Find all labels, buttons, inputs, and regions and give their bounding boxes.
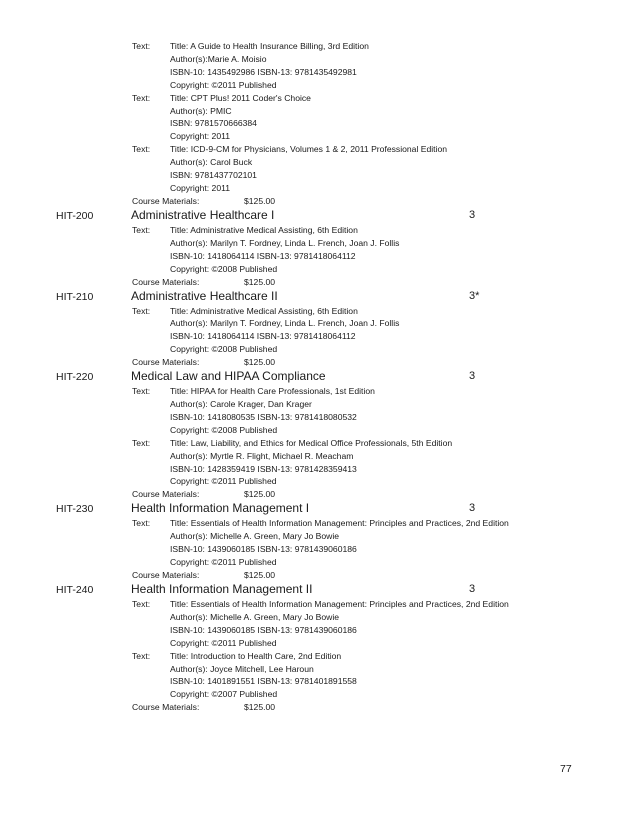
book-detail-line: ISBN-10: 1418080535 ISBN-13: 9781418080532 bbox=[170, 411, 357, 422]
course-materials-label: Course Materials: bbox=[132, 570, 200, 580]
text-label: Text: bbox=[132, 386, 151, 397]
course-credits: 3 bbox=[469, 370, 476, 383]
book-title: Title: Administrative Medical Assisting, 6th Edition bbox=[170, 305, 358, 316]
course-code: HIT-210 bbox=[56, 290, 94, 303]
textbook-entry bbox=[0, 40, 638, 92]
book-detail-line: Copyright: ©2011 Published bbox=[170, 557, 277, 568]
textbook-entry bbox=[0, 224, 638, 276]
page-number: 77 bbox=[560, 763, 572, 775]
text-label: Text: bbox=[132, 41, 151, 51]
text-label: Text: bbox=[132, 650, 151, 661]
course-materials bbox=[0, 488, 638, 501]
course-materials-label: Course Materials: bbox=[132, 195, 200, 206]
textbook-entry bbox=[0, 143, 638, 195]
course-section bbox=[0, 582, 638, 714]
book-detail-line: Copyright: ©2008 Published bbox=[170, 424, 278, 435]
book-details bbox=[170, 517, 638, 569]
text-label: Text: bbox=[132, 437, 151, 448]
book-detail-line: ISBN-10: 1435492986 ISBN-13: 9781435492981 bbox=[170, 66, 357, 77]
course-code: HIT-240 bbox=[56, 584, 94, 596]
course-materials-label: Course Materials: bbox=[132, 489, 200, 500]
book-details bbox=[170, 385, 638, 437]
course-credits: 3 bbox=[469, 208, 476, 221]
course-section bbox=[0, 369, 638, 501]
course-materials-amount: $125.00 bbox=[244, 276, 276, 287]
book-detail-line: Copyright: ©2011 Published bbox=[170, 79, 277, 90]
course-materials-amount: $125.00 bbox=[244, 357, 276, 368]
course-materials bbox=[0, 356, 638, 369]
book-title: Title: Essentials of Health Information Management: Principles and Practices, 2nd Edition bbox=[170, 518, 509, 529]
book-title: Title: Administrative Medical Assisting, 6th Edition bbox=[170, 224, 358, 235]
course-header bbox=[0, 582, 638, 598]
textbook-entry bbox=[0, 517, 638, 569]
book-detail-line: Author(s): Michelle A. Green, Mary Jo Bowie bbox=[170, 531, 340, 542]
book-detail-line: ISBN: 9781437702101 bbox=[170, 170, 257, 181]
book-detail-line: Copyright: 2011 bbox=[170, 182, 231, 193]
book-detail-line: Copyright: ©2008 Published bbox=[170, 263, 278, 274]
book-detail-line: ISBN-10: 1439060185 ISBN-13: 9781439060186 bbox=[170, 544, 357, 555]
course-credits: 3 bbox=[469, 583, 476, 595]
text-label: Text: bbox=[132, 92, 151, 103]
book-detail-line: Author(s):Marie A. Moisio bbox=[170, 53, 267, 64]
course-materials bbox=[0, 701, 638, 714]
course-credits: 3* bbox=[469, 289, 480, 302]
course-materials-label: Course Materials: bbox=[132, 276, 200, 287]
text-label: Text: bbox=[132, 518, 151, 529]
course-title: Medical Law and HIPAA Compliance bbox=[131, 369, 326, 384]
book-detail-line: Author(s): Marilyn T. Fordney, Linda L. French, Joan J. Follis bbox=[170, 237, 400, 248]
course-materials-amount: $125.00 bbox=[244, 489, 276, 500]
course-credits: 3 bbox=[469, 502, 476, 515]
book-detail-line: ISBN-10: 1428359419 ISBN-13: 9781428359413 bbox=[170, 463, 357, 474]
course-title: Administrative Healthcare II bbox=[131, 288, 278, 303]
text-label: Text: bbox=[132, 599, 151, 609]
book-title: Title: HIPAA for Health Care Professionals, 1st Edition bbox=[170, 386, 375, 397]
text-label: Text: bbox=[132, 305, 151, 316]
book-details bbox=[170, 143, 638, 195]
course-header bbox=[0, 289, 638, 305]
textbook-entry bbox=[0, 650, 638, 702]
book-detail-line: ISBN-10: 1401891551 ISBN-13: 9781401891558 bbox=[170, 676, 357, 687]
book-detail-line: Author(s): Myrtle R. Flight, Michael R. Meacham bbox=[170, 450, 354, 461]
book-details bbox=[170, 224, 638, 276]
book-detail-line: ISBN-10: 1418064114 ISBN-13: 9781418064112 bbox=[170, 331, 356, 342]
book-details bbox=[170, 305, 638, 357]
course-code: HIT-230 bbox=[56, 503, 94, 516]
course-materials-amount: $125.00 bbox=[244, 570, 276, 580]
book-detail-line: Author(s): Marilyn T. Fordney, Linda L. French, Joan J. Follis bbox=[170, 318, 400, 329]
book-title: Title: ICD-9-CM for Physicians, Volumes 1 & 2, 2011 Professional Edition bbox=[170, 144, 448, 155]
course-code: HIT-200 bbox=[56, 209, 94, 222]
book-detail-line: Author(s): Joyce Mitchell, Lee Haroun bbox=[170, 663, 314, 674]
textbook-entry bbox=[0, 598, 638, 650]
book-detail-line: ISBN: 9781570666384 bbox=[170, 118, 257, 129]
book-detail-line: ISBN-10: 1418064114 ISBN-13: 9781418064112 bbox=[170, 250, 356, 261]
course-title: Administrative Healthcare I bbox=[131, 207, 275, 222]
book-title: Title: Introduction to Health Care, 2nd Edition bbox=[170, 650, 342, 661]
course-title: Health Information Management II bbox=[131, 582, 313, 596]
course-materials bbox=[0, 276, 638, 289]
book-details bbox=[170, 650, 638, 702]
course-section bbox=[0, 208, 638, 289]
textbook-entry bbox=[0, 92, 638, 144]
book-details bbox=[170, 598, 638, 650]
book-title: Title: CPT Plus! 2011 Coder's Choice bbox=[170, 92, 311, 103]
course-title: Health Information Management I bbox=[131, 501, 310, 516]
book-detail-line: Copyright: ©2008 Published bbox=[170, 344, 278, 355]
course-section bbox=[0, 289, 638, 370]
book-details bbox=[170, 437, 638, 489]
book-detail-line: Author(s): Michelle A. Green, Mary Jo Bowie bbox=[170, 611, 340, 622]
book-detail-line: Copyright: 2011 bbox=[170, 131, 231, 142]
course-materials bbox=[0, 195, 638, 208]
course-code: HIT-220 bbox=[56, 371, 94, 384]
text-label: Text: bbox=[132, 144, 151, 155]
book-details bbox=[170, 92, 638, 144]
course-materials-amount: $125.00 bbox=[244, 195, 276, 206]
book-detail-line: ISBN-10: 1439060185 ISBN-13: 9781439060186 bbox=[170, 624, 357, 635]
book-detail-line: Copyright: ©2007 Published bbox=[170, 689, 278, 700]
book-title: Title: Law, Liability, and Ethics for Medical Office Professionals, 5th Edition bbox=[170, 437, 453, 448]
book-detail-line: Author(s): PMIC bbox=[170, 105, 232, 116]
book-title: Title: A Guide to Health Insurance Billing, 3rd Edition bbox=[170, 41, 369, 51]
course-header bbox=[0, 369, 638, 385]
course-materials bbox=[0, 569, 638, 582]
book-title: Title: Essentials of Health Information Management: Principles and Practices, 2nd Edition bbox=[170, 599, 509, 609]
book-detail-line: Author(s): Carole Krager, Dan Krager bbox=[170, 399, 312, 410]
course-materials-label: Course Materials: bbox=[132, 702, 200, 713]
book-detail-line: Author(s): Carol Buck bbox=[170, 157, 253, 168]
course-listing bbox=[0, 40, 638, 714]
course-header bbox=[0, 501, 638, 517]
book-detail-line: Copyright: ©2011 Published bbox=[170, 476, 277, 487]
course-header bbox=[0, 208, 638, 224]
course-materials-amount: $125.00 bbox=[244, 702, 276, 713]
textbook-entry bbox=[0, 437, 638, 489]
book-detail-line: Copyright: ©2011 Published bbox=[170, 637, 277, 648]
book-details bbox=[170, 40, 638, 92]
course-materials-label: Course Materials: bbox=[132, 357, 200, 368]
text-label: Text: bbox=[132, 224, 151, 235]
textbook-entry bbox=[0, 305, 638, 357]
continued-section bbox=[0, 40, 638, 208]
textbook-entry bbox=[0, 385, 638, 437]
course-section bbox=[0, 501, 638, 582]
